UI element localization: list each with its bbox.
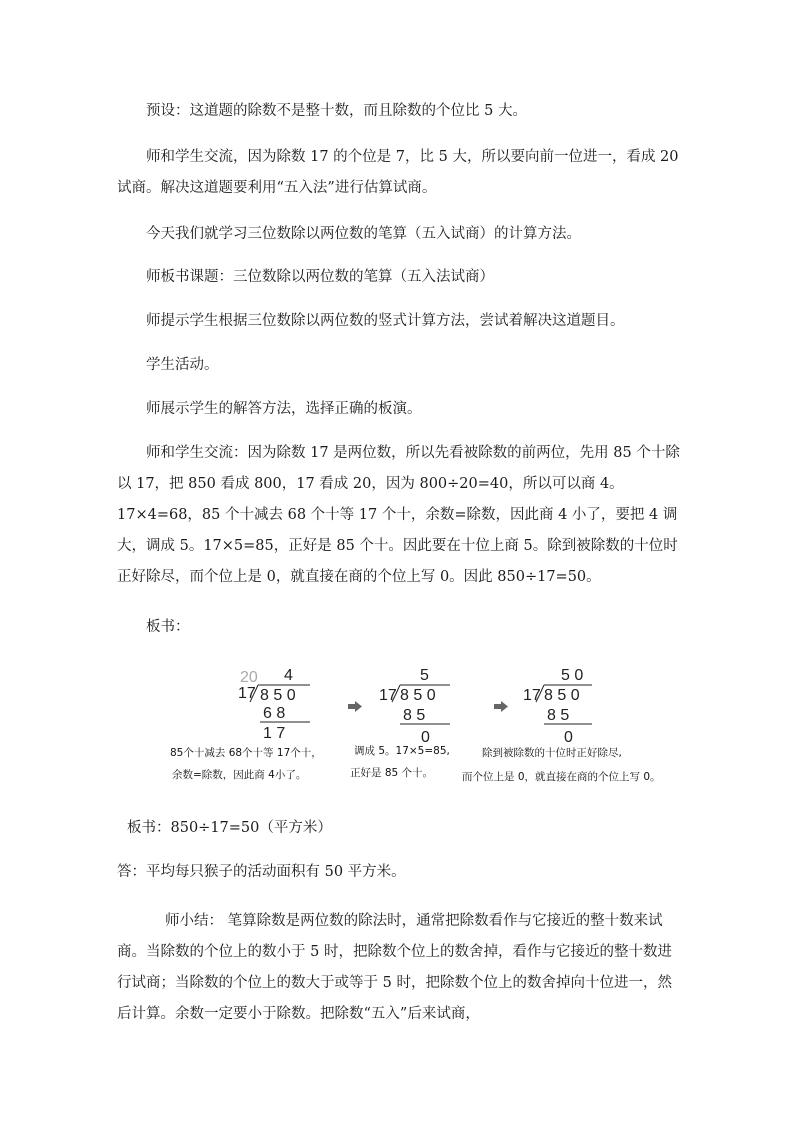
product: 8 5 <box>403 707 426 724</box>
remainder: 1 7 <box>263 725 286 742</box>
product: 8 5 <box>547 707 570 724</box>
remainder: 0 <box>564 729 573 746</box>
dividend: 8 5 0 <box>400 687 436 704</box>
dividend: 8 5 0 <box>544 687 580 704</box>
divisor: 17 <box>238 685 256 702</box>
quotient: 5 <box>420 667 429 684</box>
remainder: 0 <box>421 729 430 746</box>
quotient: 5 0 <box>561 667 584 684</box>
paragraph-activity: 学生活动。 <box>146 357 219 373</box>
paragraph-show: 师展示学生的解答方法，选择正确的板演。 <box>146 401 422 417</box>
paragraph-board-result: 板书：850÷17=50（平方米） <box>127 820 332 836</box>
paragraph-exchange-1: 师和学生交流，因为除数 17 的个位是 7，比 5 大，所以要向前一位进一，看成 20 试商。解决这道题要利用“五入法”进行估算试商。 <box>117 149 679 196</box>
caption-line-1: 85个十减去 68个十等 17个十， <box>170 747 322 759</box>
product: 6 8 <box>263 705 286 722</box>
estimate-divisor: 20 <box>240 669 258 686</box>
division-step-2 <box>350 667 450 779</box>
divisor: 17 <box>523 687 541 704</box>
paragraph-board-label: 板书： <box>146 619 190 635</box>
paragraph-summary: 师小结： 笔算除数是两位数的除法时，通常把除数看作与它接近的整十数来试商。当除数的个位上的数小于 5 时，把除数个位上的数舍掉，看作与它接近的整十数进行试商；当除数的个位上的数大于或等于 5 时，把除数个位上的数舍掉向十位进一，然后计算。余数一定要小于除数。把除数“五入”后来试商， <box>117 913 672 1022</box>
paragraph-preset: 预设：这道题的除数不是整十数，而且除数的个位比 5 大。 <box>146 103 527 119</box>
paragraph-hint: 师提示学生根据三位数除以两位数的竖式计算方法，尝试着解决这道题目。 <box>146 313 625 329</box>
paragraph-exchange-2: 师和学生交流：因为除数 17 是两位数，所以先看被除数的前两位，先用 85 个十除以 17，把 850 看成 800，17 看成 20，因为 800÷20=40，所以可以商 4。17×4=68，85 个十减去 68 个十等 17 个十，余数=除数，因此商 4 小了，要把 4 调大，调成 5。17×5=85，正好是 85 个十。因此要在十位上商 5。除到被除数的十位时正好除尽，而个位上是 0，就直接在商的个位上写 0。因此 850÷17=50。 <box>117 445 680 585</box>
division-step-3 <box>462 667 661 783</box>
right-arrow-icon <box>348 701 362 712</box>
division-step-1 <box>170 667 322 781</box>
dividend: 8 5 0 <box>260 687 296 704</box>
paragraph-topic: 师板书课题：三位数除以两位数的笔算（五入法试商） <box>146 269 494 285</box>
paragraph-today: 今天我们就学习三位数除以两位数的笔算（五入试商）的计算方法。 <box>146 226 581 242</box>
paragraph-answer: 答：平均每只猴子的活动面积有 50 平方米。 <box>117 864 406 880</box>
division-diagram <box>160 660 700 790</box>
right-arrow-icon <box>494 701 508 712</box>
caption-line-2: 而个位上是 0，就直接在商的个位上写 0。 <box>462 771 661 783</box>
caption-line-2: 正好是 85 个十。 <box>350 767 434 779</box>
caption-line-2: 余数=除数，因此商 4小了。 <box>172 769 307 781</box>
quotient: 4 <box>284 667 293 684</box>
caption-line-1: 调成 5。17×5=85, <box>354 745 450 757</box>
caption-line-1: 除到被除数的十位时正好除尽, <box>482 747 622 759</box>
divisor: 17 <box>379 687 397 704</box>
